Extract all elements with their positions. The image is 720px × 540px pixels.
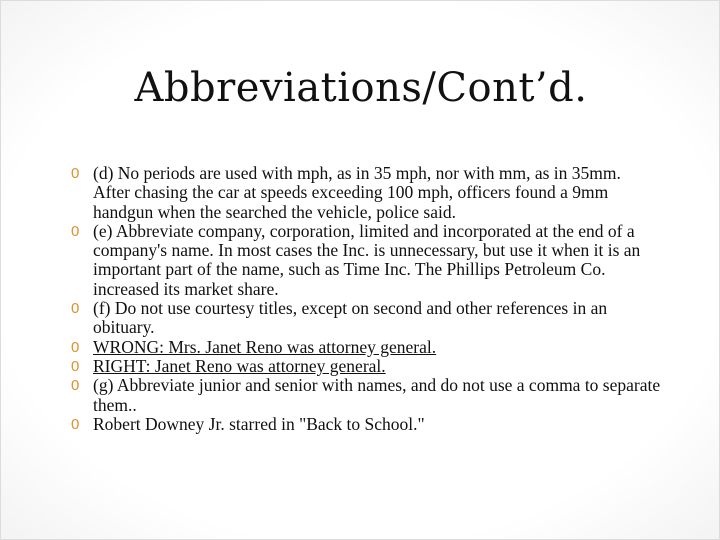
bullet-text: (f) Do not use courtesy titles, except on second and other references in an obituary. [93,298,608,338]
bullet-list [71,164,661,434]
slide-title: Abbreviations/Cont’d. [134,65,588,111]
bullet-item-right-example [71,357,661,376]
bullet-marker: 0 [71,222,80,240]
bullet-text: (e) Abbreviate company, corporation, limited and incorporated at the end of a company's name. In most cases the Inc. is unnecessary, but use it when it is an important part of the name, such as Time Inc. The Phillips Petroleum Co. increased its market share. [93,220,641,299]
bullet-marker: 0 [71,338,80,356]
bullet-text-underlined: RIGHT: Janet Reno was attorney general. [93,355,386,376]
bullet-item-wrong-example [71,338,661,357]
bullet-text: (g) Abbreviate junior and senior with names, and do not use a comma to separate them.. [93,375,661,415]
bullet-item-e [71,222,661,299]
bullet-item-example [71,415,661,434]
bullet-item-d [71,164,661,222]
bullet-text-underlined: WRONG: Mrs. Janet Reno was attorney general. [93,336,437,357]
bullet-marker: 0 [71,165,80,182]
bullet-marker: 0 [71,300,80,318]
bullet-item-f [71,299,661,338]
bullet-item-g [71,376,661,415]
bullet-text: Robert Downey Jr. starred in "Back to School." [93,413,425,434]
bullet-marker: 0 [71,357,80,375]
bullet-marker: 0 [71,377,80,395]
bullet-marker: 0 [71,415,80,433]
bullet-text: (d) No periods are used with mph, as in 35 mph, nor with mm, as in 35mm. After chasing the car at speeds exceeding 100 mph, officers found a 9mm handgun when the searched the vehicle, police said. [93,163,621,222]
